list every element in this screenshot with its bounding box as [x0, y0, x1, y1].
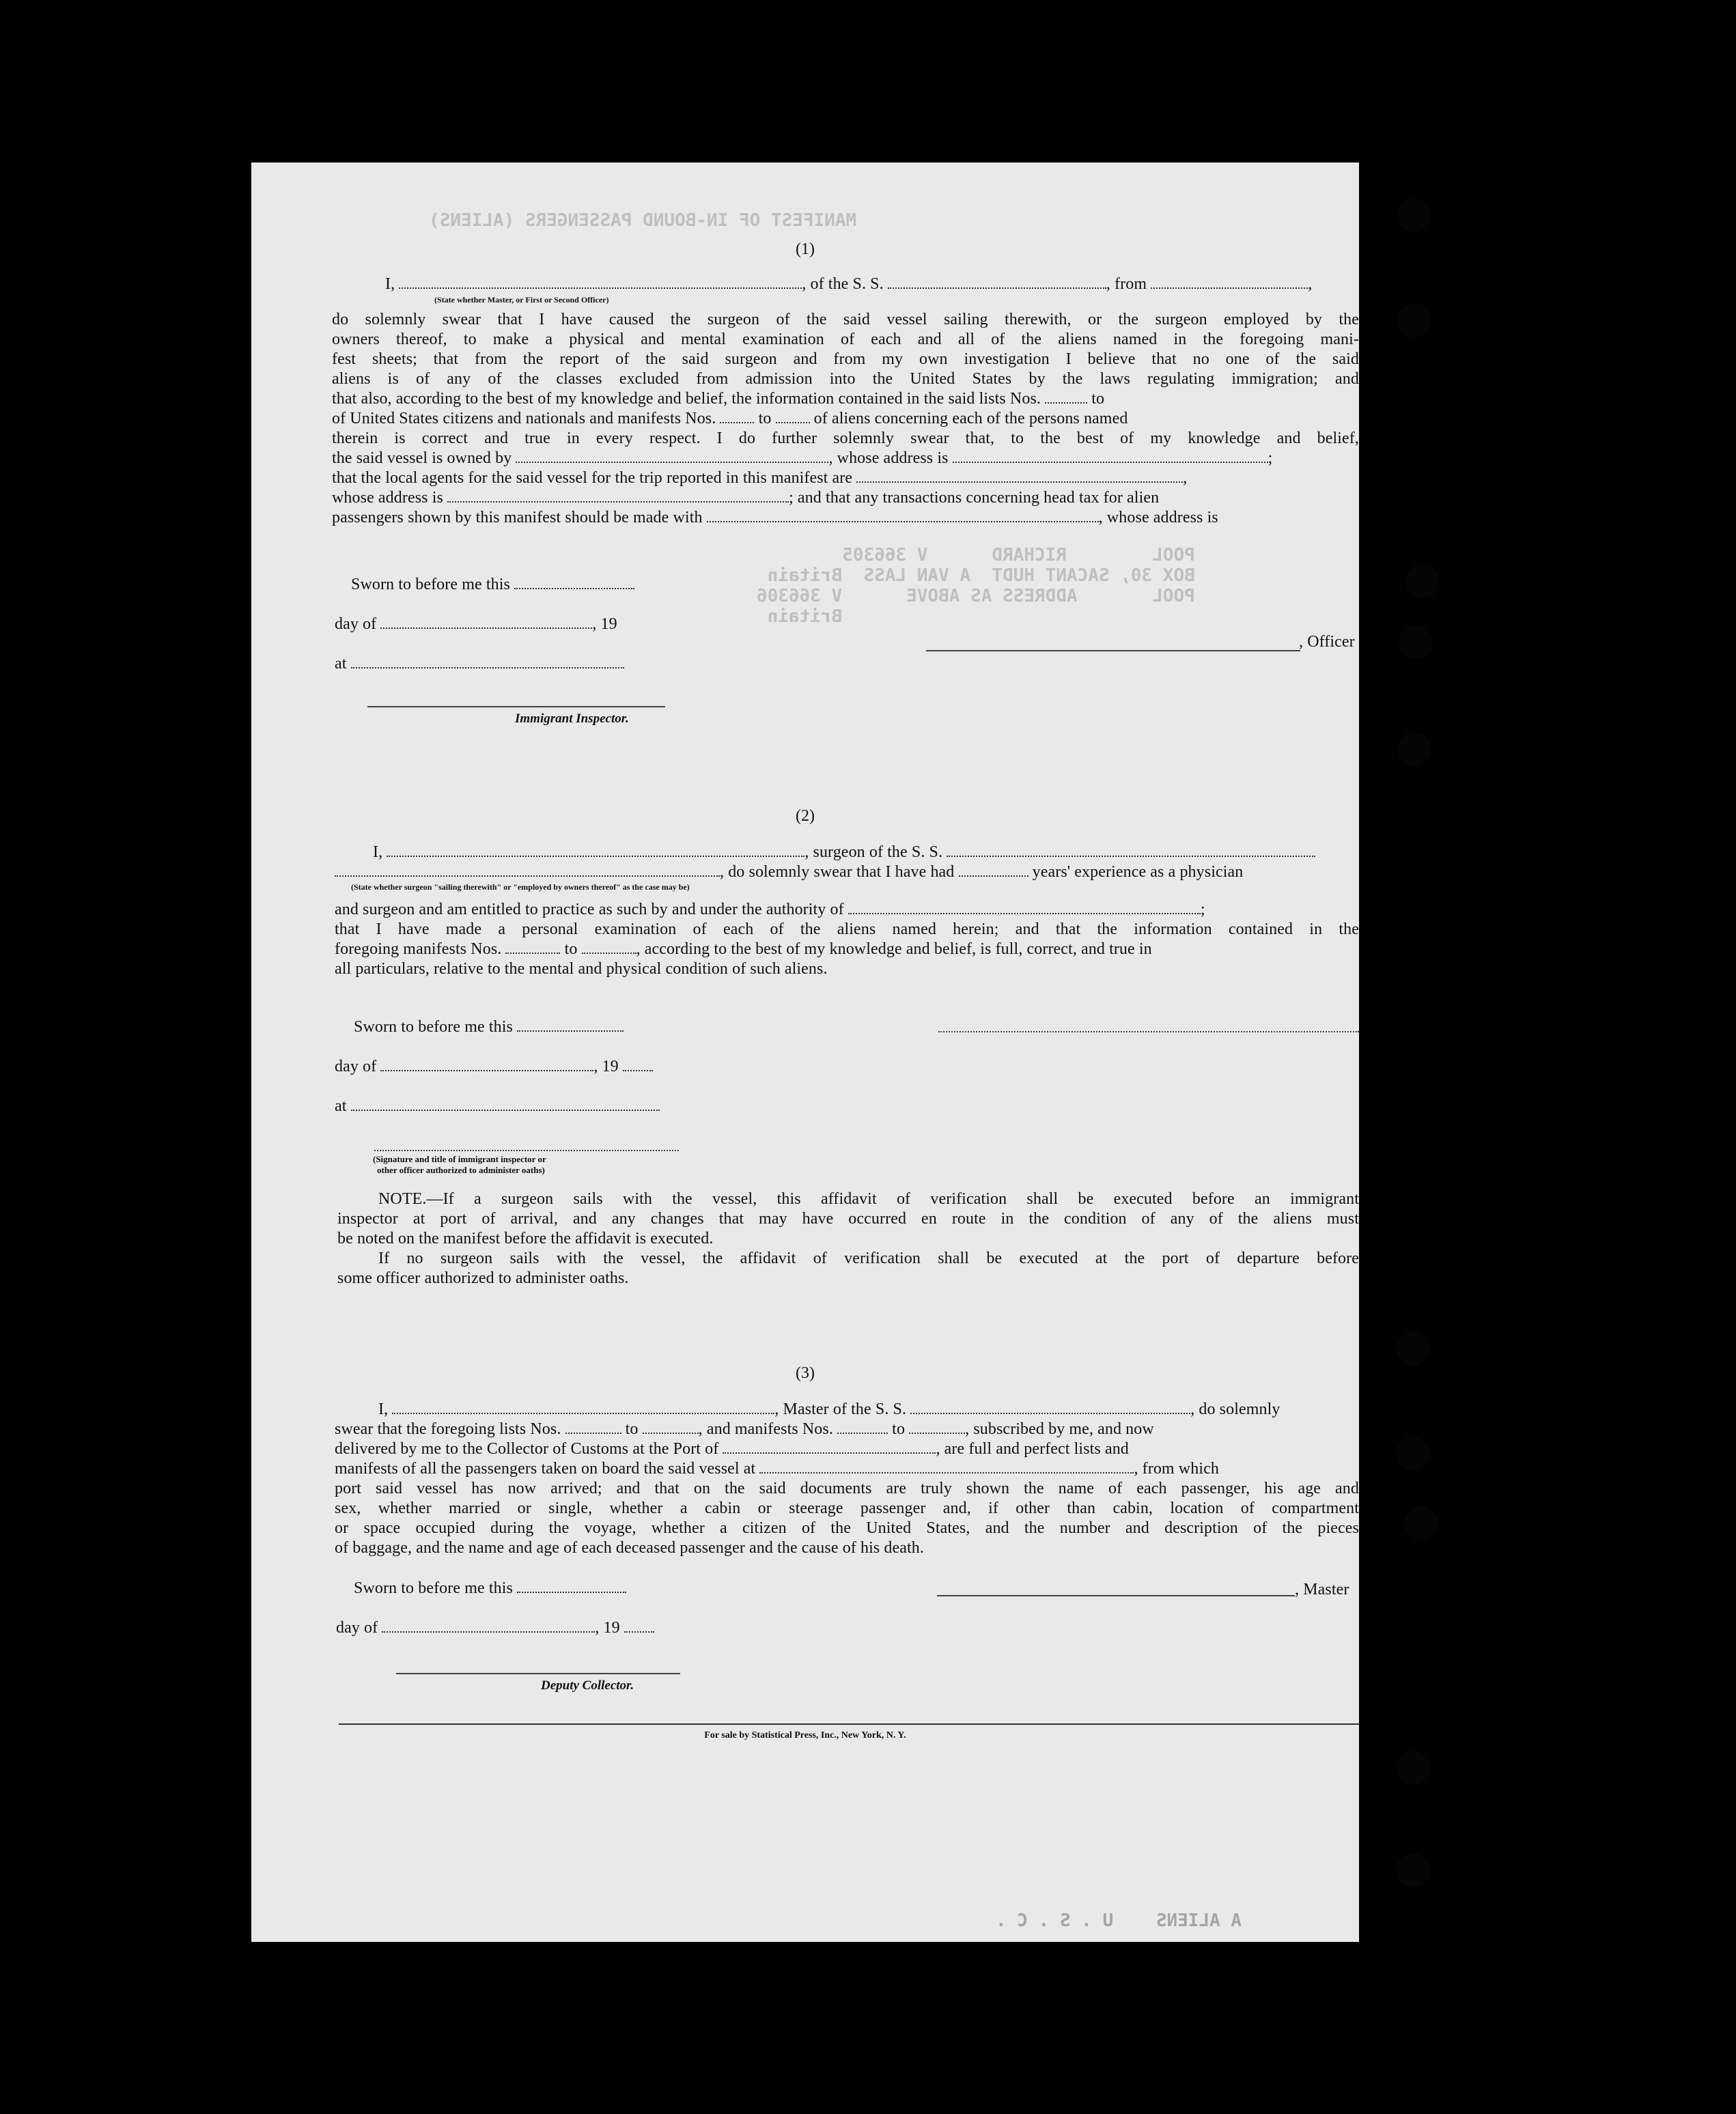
section-1-line-1: I, , of the S. S. , from , — [385, 275, 1313, 293]
punch-hole — [1396, 1853, 1430, 1887]
owner-address-field[interactable] — [953, 449, 1268, 463]
text: I, — [378, 1400, 389, 1418]
text: manifests of all the passengers taken on board the said vessel at — [335, 1460, 756, 1478]
years-field[interactable] — [959, 863, 1028, 877]
text: swear that the foregoing lists Nos. — [335, 1420, 561, 1438]
text: and surgeon and am entitled to practice as such by and under the authority of — [335, 901, 844, 918]
section-2-day-of — [335, 1057, 653, 1077]
officer-signature-line[interactable] — [926, 650, 1300, 651]
section-1-line-6 — [332, 389, 1359, 409]
text: , from — [1106, 275, 1147, 293]
section-1-at — [335, 654, 624, 674]
text: , 19 — [592, 615, 617, 633]
text: day of — [335, 1058, 377, 1075]
section-3-line-3 — [335, 1439, 1362, 1459]
deputy-collector-signature-line[interactable] — [396, 1673, 680, 1674]
rank-field[interactable] — [399, 275, 802, 289]
section-2-line-6: all particulars, relative to the mental and physical condition of such aliens. — [335, 960, 828, 978]
section-3-line-6: sex, whether married or single, whether a cabin or steerage passenger and, if other than cabin, location of compartment — [335, 1499, 1359, 1517]
text: , surgeon of the S. S. — [804, 843, 943, 861]
text: passengers shown by this manifest should be made with — [332, 509, 703, 526]
embarkation-port-field[interactable] — [759, 1460, 1134, 1474]
text: , are full and perfect lists and — [936, 1440, 1129, 1458]
master-label: , Master — [1295, 1581, 1349, 1598]
surgeon-caption: (State whether surgeon "sailing therewith" or "employed by owners thereof" as the case may be) — [351, 882, 690, 892]
text: , of the S. S. — [802, 275, 884, 293]
section-1-line-10 — [332, 468, 1359, 488]
surgeon-at-field[interactable] — [351, 1097, 660, 1111]
section-2-line-3 — [335, 900, 1362, 920]
day-field[interactable] — [380, 615, 592, 629]
surgeon-manifest-to-field[interactable] — [582, 940, 636, 954]
owner-field[interactable] — [516, 449, 828, 463]
section-2-number: (2) — [796, 807, 815, 825]
deputy-collector-caption: Deputy Collector. — [541, 1678, 634, 1693]
note-line-4: If no surgeon sails with the vessel, the affidavit of verification shall be executed at the port of departure before — [378, 1250, 1359, 1267]
text: to — [892, 1420, 906, 1438]
text: Sworn to before me this — [354, 1018, 513, 1036]
vessel-field[interactable] — [888, 275, 1106, 289]
manifest-from-field[interactable] — [720, 410, 754, 423]
surgeon-manifest-from-field[interactable] — [505, 940, 560, 954]
text: , whose address is — [828, 449, 949, 467]
surgeon-vessel-field[interactable] — [947, 843, 1315, 857]
inspector-caption: Immigrant Inspector. — [515, 711, 629, 726]
section-2-sworn — [354, 1017, 624, 1037]
master-manifest-from-field[interactable] — [837, 1420, 888, 1434]
text: the said vessel is owned by — [332, 449, 512, 467]
text: , do solemnly swear that I have had — [720, 863, 955, 881]
section-1-number: (1) — [796, 240, 815, 258]
punch-hole — [1405, 564, 1440, 598]
section-1-line-4: fest sheets; that from the report of the said surgeon and from my own investigation I believe that no one of the said — [332, 350, 1359, 368]
punch-hole — [1404, 1506, 1438, 1540]
text: whose address is — [332, 489, 443, 507]
surgeon-day-field[interactable] — [380, 1058, 593, 1071]
section-1-line-8: therein is correct and true in every respect. I do further solemnly swear that, to the best of my knowledge and belief, — [332, 429, 1359, 447]
text: years' experience as a physician — [1032, 863, 1244, 881]
punch-hole — [1396, 1437, 1430, 1471]
manifest-to-field[interactable] — [776, 410, 810, 423]
section-3-line-1 — [378, 1400, 1359, 1420]
note-line-3: be noted on the manifest before the affidavit is executed. — [337, 1230, 714, 1248]
text: , 19 — [595, 1619, 620, 1637]
oath-officer-signature-line[interactable] — [374, 1150, 679, 1151]
head-tax-party-field[interactable] — [707, 509, 1099, 522]
text: , and manifests Nos. — [698, 1420, 833, 1438]
note-line-5: some officer authorized to administer oaths. — [337, 1269, 629, 1287]
master-manifest-to-field[interactable] — [909, 1420, 965, 1434]
surgeon-year-field[interactable] — [623, 1058, 653, 1071]
text: I, — [385, 275, 395, 293]
section-1-sworn — [351, 575, 634, 595]
text: to — [758, 410, 772, 427]
text: of aliens concerning each of the persons named — [813, 410, 1128, 427]
printer-footer: For sale by Statistical Press, Inc., New York, N. Y. — [704, 1730, 906, 1740]
authority-field[interactable] — [848, 901, 1201, 914]
section-3-line-8: of baggage, and the name and age of each deceased passenger and the cause of his death. — [335, 1539, 924, 1557]
text: ; and that any transactions concerning head tax for alien — [789, 489, 1160, 507]
punch-hole — [1396, 1331, 1430, 1366]
text: , 19 — [593, 1058, 619, 1075]
text: I, — [373, 843, 383, 861]
text: to — [564, 940, 578, 958]
master-day-field[interactable] — [382, 1619, 595, 1633]
manifest-page — [251, 163, 1359, 1942]
text: day of — [336, 1619, 378, 1637]
surgeon-sworn-date-field[interactable] — [517, 1018, 624, 1032]
text: that the local agents for the said vessel for the trip reported in this manifest are — [332, 469, 853, 487]
section-1-line-2: do solemnly swear that I have caused the surgeon of the said vessel sailing therewith, or the surgeon employed by the — [332, 311, 1359, 328]
text: , according to the best of my knowledge and belief, is full, correct, and true in — [636, 940, 1152, 958]
master-vessel-field[interactable] — [910, 1400, 1190, 1414]
section-2-line-1 — [373, 843, 1362, 862]
text: to — [625, 1420, 639, 1438]
punch-hole — [1397, 303, 1431, 337]
bleed-through-stub: A ALIENS U . S . C . — [996, 1911, 1242, 1931]
sworn-date-field[interactable] — [514, 576, 634, 589]
section-3-sworn — [354, 1579, 626, 1598]
text: , from which — [1134, 1460, 1219, 1478]
oath-officer-caption-2: other officer authorized to administer oaths) — [377, 1165, 545, 1175]
port-field[interactable] — [723, 1440, 936, 1454]
agents-field[interactable] — [856, 469, 1183, 483]
punch-hole — [1396, 1751, 1430, 1785]
punch-hole — [1397, 198, 1431, 232]
text: ; — [1268, 449, 1273, 467]
text: ; — [1200, 901, 1205, 918]
punch-hole — [1397, 732, 1431, 766]
text: , Master of the S. S. — [774, 1400, 907, 1418]
text: , do solemnly — [1190, 1400, 1280, 1418]
section-3-line-4 — [335, 1459, 1362, 1479]
section-1-line-11 — [332, 488, 1359, 508]
bleed-through-header: MANIFEST OF IN-BOUND PASSENGERS (ALIENS) — [429, 210, 857, 231]
section-1-line-5: aliens is of any of the classes excluded from admission into the United States by the laws regulating immigration; and — [332, 370, 1359, 388]
master-sworn-date-field[interactable] — [517, 1579, 626, 1593]
text: , — [1183, 469, 1188, 487]
text: that also, according to the best of my knowledge and belief, the information contained in the said lists Nos. — [332, 390, 1041, 408]
inspector-signature-line[interactable] — [367, 706, 665, 707]
master-lists-from-field[interactable] — [565, 1420, 621, 1434]
text: of United States citizens and nationals and manifests Nos. — [332, 410, 716, 427]
from-field[interactable] — [1151, 275, 1308, 289]
section-1-line-7 — [332, 409, 1359, 429]
master-signature-line[interactable] — [937, 1595, 1295, 1596]
text: at — [335, 1097, 347, 1115]
master-year-field[interactable] — [624, 1619, 654, 1633]
note-line-2: inspector at port of arrival, and any changes that may have occurred en route in the condition of any of the aliens must — [337, 1210, 1359, 1228]
agents-address-field[interactable] — [447, 489, 789, 503]
rank-caption: (State whether Master, or First or Second Officer) — [434, 295, 609, 305]
section-3-line-5: port said vessel has now arrived; and that on the said documents are truly shown the name of each passenger, his age and — [335, 1480, 1359, 1497]
at-field[interactable] — [351, 655, 624, 668]
section-2-line-4: that I have made a personal examination of each of the aliens named herein; and that the information contained in the — [335, 920, 1359, 938]
bleed-through-block: POOL RICHARD V 366305 BOX 30, SACANT HUDT A VAN LASS Britain POOL ADDRESS AS ABOVE V 366306 Britain — [757, 545, 1195, 627]
surgeon-signature-line[interactable] — [938, 1031, 1359, 1032]
text: day of — [335, 615, 377, 633]
text: to — [1091, 390, 1105, 408]
section-3-number: (3) — [796, 1364, 815, 1382]
text: Sworn to before me this — [351, 576, 510, 593]
section-3-line-2 — [335, 1420, 1362, 1439]
section-2-at — [335, 1097, 660, 1116]
section-1-day-of — [335, 615, 617, 634]
officer-label: , Officer — [1299, 633, 1355, 651]
note-line-1: NOTE.—If a surgeon sails with the vessel, this affidavit of verification shall be executed before an immigrant — [378, 1190, 1359, 1208]
section-2-line-2 — [335, 862, 1362, 882]
section-1-line-3: owners thereof, to make a physical and mental examination of each and all of the aliens named in the foregoing mani- — [332, 330, 1359, 348]
text: at — [335, 655, 347, 673]
surgeon-status-field[interactable] — [335, 863, 720, 877]
section-3-day-of — [336, 1618, 654, 1638]
text: delivered by me to the Collector of Customs at the Port of — [335, 1440, 719, 1458]
text: , subscribed by me, and now — [965, 1420, 1154, 1438]
punch-hole — [1399, 625, 1433, 660]
footer-rule — [339, 1723, 1359, 1725]
section-2-line-5 — [335, 940, 1362, 959]
text: foregoing manifests Nos. — [335, 940, 502, 958]
text: , whose address is — [1098, 509, 1218, 526]
master-name-field[interactable] — [392, 1400, 774, 1414]
text: Sworn to before me this — [354, 1579, 513, 1597]
surgeon-name-field[interactable] — [387, 843, 804, 857]
section-1-line-12 — [332, 508, 1359, 528]
oath-officer-caption-1: (Signature and title of immigrant inspector or — [373, 1154, 546, 1164]
section-1-line-9 — [332, 449, 1359, 468]
section-3-line-7: or space occupied during the voyage, whether a citizen of the United States, and the number and description of the pieces — [335, 1519, 1359, 1537]
lists-from-field[interactable] — [1045, 390, 1087, 404]
master-lists-to-field[interactable] — [643, 1420, 699, 1434]
